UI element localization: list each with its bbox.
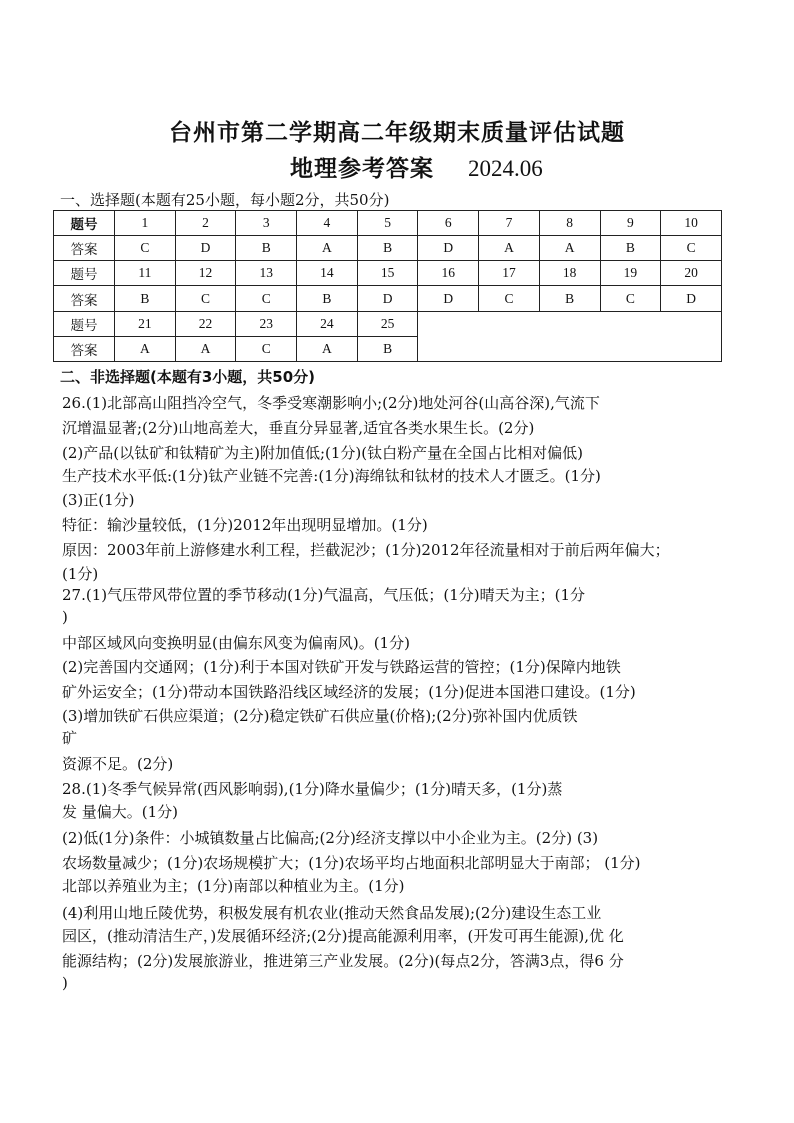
table-row: [54, 311, 722, 336]
row-label: 答案: [54, 336, 115, 361]
table-cell: 22: [175, 311, 236, 336]
table-cell: 13: [236, 261, 297, 286]
table-row: [54, 261, 722, 286]
table-cell: 18: [539, 261, 600, 286]
table-cell: 11: [115, 261, 176, 286]
table-cell: D: [418, 236, 479, 261]
table-cell: D: [661, 286, 722, 311]
section-2-heading: 二、非选择题(本题有3小题，共50分): [60, 368, 316, 386]
table-cell: 5: [357, 211, 418, 236]
table-cell: A: [539, 236, 600, 261]
table-cell: C: [175, 286, 236, 311]
answer-line: 园区，(推动清洁生产，)发展循环经济;(2分)提高能源利用率，(开发可再生能源),优 化: [62, 927, 624, 945]
row-label: 题号: [54, 211, 115, 236]
answer-line: (2)低(1分)条件：小城镇数量占比偏高;(2分)经济支撑以中小企业为主。(2分) (3): [62, 829, 599, 847]
row-label: 题号: [54, 261, 115, 286]
table-cell: B: [236, 236, 297, 261]
table-cell: 21: [115, 311, 176, 336]
table-cell: 15: [357, 261, 418, 286]
table-cell: B: [357, 236, 418, 261]
answer-line: (2)完善国内交通网；(1分)利于本国对铁矿开发与铁路运营的管控；(1分)保障内地铁: [62, 658, 621, 676]
table-cell: 19: [600, 261, 661, 286]
table-cell: D: [357, 286, 418, 311]
answer-line: (4)利用山地丘陵优势，积极发展有机农业(推动天然食品发展);(2分)建设生态工业: [62, 904, 602, 922]
table-cell: B: [539, 286, 600, 311]
exam-date: 2024.06: [468, 156, 543, 181]
table-cell: A: [115, 336, 176, 361]
answer-line: (3)正(1分): [62, 491, 135, 509]
table-cell: 16: [418, 261, 479, 286]
table-cell: C: [236, 336, 297, 361]
table-cell: B: [297, 286, 358, 311]
answer-line: 北部以养殖业为主；(1分)南部以种植业为主。(1分): [62, 877, 405, 895]
answer-line: 矿: [62, 729, 78, 747]
table-cell: 17: [479, 261, 540, 286]
section-1-heading: 一、选择题(本题有25小题，每小题2分，共50分): [60, 191, 390, 209]
table-cell: C: [661, 236, 722, 261]
table-cell: 10: [661, 211, 722, 236]
answer-line: 生产技术水平低:(1分)钛产业链不完善:(1分)海绵钛和钛材的技术人才匮乏。(1分): [62, 467, 601, 485]
table-cell: C: [115, 236, 176, 261]
table-cell: 24: [297, 311, 358, 336]
answer-line: 原因：2003年前上游修建水利工程，拦截泥沙；(1分)2012年径流量相对于前后两年偏大；: [62, 541, 670, 559]
answer-line: 农场数量减少；(1分)农场规模扩大；(1分)农场平均占地面积北部明显大于南部； (1分): [62, 854, 641, 872]
table-row: [54, 286, 722, 311]
answer-line: (3)增加铁矿石供应渠道；(2分)稳定铁矿石供应量(价格);(2分)弥补国内优质铁: [62, 707, 578, 725]
document-subtitle: [290, 150, 543, 183]
table-cell: B: [357, 336, 418, 361]
answer-line: 发 量偏大。(1分): [62, 803, 179, 821]
answer-line: 资源不足。(2分): [62, 755, 174, 773]
table-cell: 25: [357, 311, 418, 336]
row-label: 答案: [54, 236, 115, 261]
table-cell: A: [479, 236, 540, 261]
table-cell: A: [297, 236, 358, 261]
answer-line: (2)产品(以钛矿和钛精矿为主)附加值低;(1分)(钛白粉产量在全国占比相对偏低): [62, 444, 583, 462]
answer-line: 28.(1)冬季气候异常(西风影响弱),(1分)降水量偏少；(1分)晴天多，(1分)蒸: [62, 780, 563, 798]
table-cell: 7: [479, 211, 540, 236]
table-cell: 9: [600, 211, 661, 236]
table-cell: B: [600, 236, 661, 261]
answer-line: 26.(1)北部高山阻挡冷空气，冬季受寒潮影响小;(2分)地处河谷(山高谷深),气流下: [62, 394, 600, 412]
table-cell: 1: [115, 211, 176, 236]
table-row: [54, 236, 722, 261]
table-cell: C: [479, 286, 540, 311]
document-title: 台州市第二学期高二年级期末质量评估试题: [169, 120, 625, 146]
empty-merged-cell: [418, 311, 722, 361]
subtitle-label: 地理参考答案: [290, 156, 434, 182]
table-cell: 4: [297, 211, 358, 236]
row-label: 答案: [54, 286, 115, 311]
table-cell: D: [175, 236, 236, 261]
answer-line: 27.(1)气压带风带位置的季节移动(1分)气温高，气压低；(1分)晴天为主；(1分: [62, 586, 585, 604]
answer-line: 矿外运安全；(1分)带动本国铁路沿线区域经济的发展；(1分)促进本国港口建设。(1分): [62, 683, 636, 701]
table-cell: D: [418, 286, 479, 311]
answer-line: (1分): [62, 565, 99, 583]
table-cell: 8: [539, 211, 600, 236]
answer-line: 沉增温显著;(2分)山地高差大，垂直分异显著,适宜各类水果生长。(2分): [62, 419, 535, 437]
table-cell: C: [236, 286, 297, 311]
table-row: [54, 211, 722, 236]
row-label: 题号: [54, 311, 115, 336]
answer-line: 能源结构；(2分)发展旅游业，推进第三产业发展。(2分)(每点2分，答满3点，得6 分: [62, 952, 624, 970]
answer-line: ): [62, 974, 68, 992]
table-cell: A: [297, 336, 358, 361]
table-cell: C: [600, 286, 661, 311]
table-cell: 3: [236, 211, 297, 236]
table-cell: 2: [175, 211, 236, 236]
answer-line: 特征：输沙量较低，(1分)2012年出现明显增加。(1分): [62, 516, 428, 534]
table-cell: 12: [175, 261, 236, 286]
table-cell: 14: [297, 261, 358, 286]
table-cell: B: [115, 286, 176, 311]
table-cell: A: [175, 336, 236, 361]
answer-line: ): [62, 608, 68, 626]
table-cell: 6: [418, 211, 479, 236]
answer-table: [53, 210, 722, 362]
table-cell: 20: [661, 261, 722, 286]
answer-line: 中部区域风向变换明显(由偏东风变为偏南风)。(1分): [62, 634, 410, 652]
table-cell: 23: [236, 311, 297, 336]
